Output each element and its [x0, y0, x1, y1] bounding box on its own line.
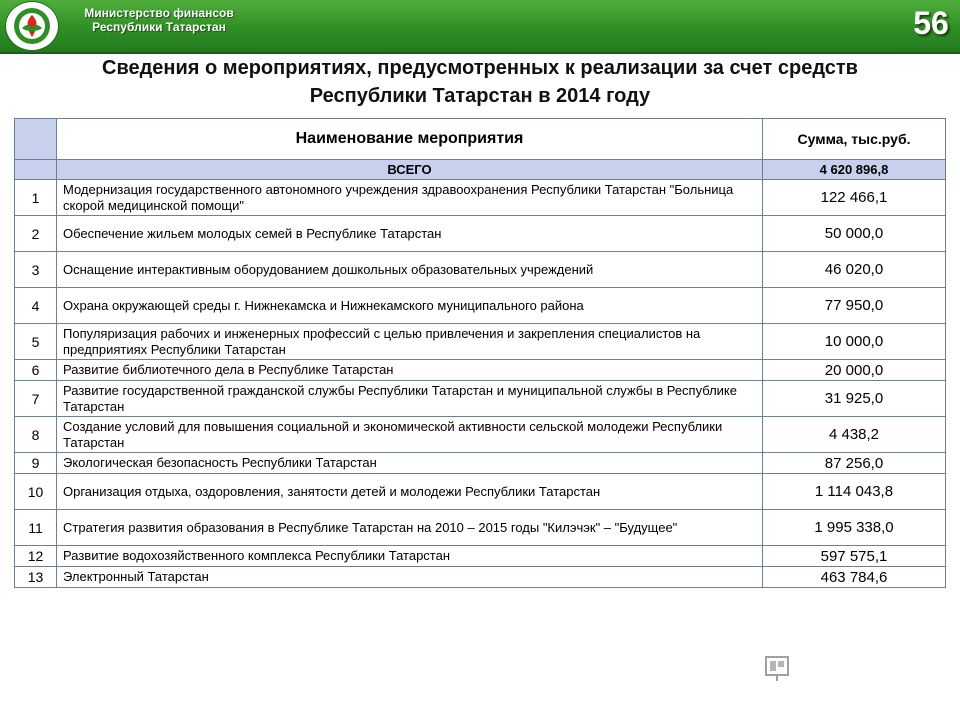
- row-sum: 1 114 043,8: [763, 474, 946, 510]
- ministry-name: [74, 6, 244, 34]
- row-sum: 122 466,1: [763, 180, 946, 216]
- table-row: [15, 381, 946, 417]
- total-label: ВСЕГО: [57, 160, 763, 180]
- row-number: 11: [15, 510, 57, 546]
- table-row: [15, 252, 946, 288]
- total-row: [15, 160, 946, 180]
- row-name: Развитие водохозяйственного комплекса Республики Татарстан: [57, 546, 763, 567]
- row-number: 10: [15, 474, 57, 510]
- row-number: 7: [15, 381, 57, 417]
- row-name: Развитие государственной гражданской службы Республики Татарстан и муниципальной службы в Республике Татарстан: [57, 381, 763, 417]
- row-name: Стратегия развития образования в Республике Татарстан на 2010 – 2015 годы "Килэчэк" – "Будущее": [57, 510, 763, 546]
- row-sum: 46 020,0: [763, 252, 946, 288]
- table-row: [15, 546, 946, 567]
- table-row: [15, 510, 946, 546]
- table-row: [15, 288, 946, 324]
- row-name: Оснащение интерактивным оборудованием дошкольных образовательных учреждений: [57, 252, 763, 288]
- row-name: Популяризация рабочих и инженерных профессий с целью привлечения и закрепления специалистов на предприятиях Республики Татарстан: [57, 324, 763, 360]
- row-number: 9: [15, 453, 57, 474]
- total-number-cell: [15, 160, 57, 180]
- row-number: 3: [15, 252, 57, 288]
- row-number: 4: [15, 288, 57, 324]
- page-title-line1: Сведения о мероприятиях, предусмотренных к реализации за счет средств: [102, 57, 858, 79]
- emblem-logo-icon: [6, 2, 58, 50]
- table-header-row: [15, 119, 946, 160]
- row-number: 1: [15, 180, 57, 216]
- presentation-watermark-icon: [762, 653, 792, 683]
- table-row: [15, 417, 946, 453]
- row-name: Организация отдыха, оздоровления, занятости детей и молодежи Республики Татарстан: [57, 474, 763, 510]
- row-number: 8: [15, 417, 57, 453]
- row-number: 6: [15, 360, 57, 381]
- row-name: Охрана окружающей среды г. Нижнекамска и Нижнекамского муниципального района: [57, 288, 763, 324]
- row-name: Обеспечение жильем молодых семей в Республике Татарстан: [57, 216, 763, 252]
- row-name: Модернизация государственного автономного учреждения здравоохранения Республики Татарстан "Больница скорой медицинской помощи": [57, 180, 763, 216]
- slide-number: 56: [913, 5, 949, 41]
- header-band: [0, 0, 960, 54]
- row-sum: 50 000,0: [763, 216, 946, 252]
- row-number: 12: [15, 546, 57, 567]
- header-number-cell: [15, 119, 57, 160]
- row-sum: 4 438,2: [763, 417, 946, 453]
- row-sum: 20 000,0: [763, 360, 946, 381]
- table-row: [15, 567, 946, 588]
- page-title: [20, 54, 940, 110]
- table-row: [15, 324, 946, 360]
- row-number: 5: [15, 324, 57, 360]
- table-row: [15, 216, 946, 252]
- row-name: Электронный Татарстан: [57, 567, 763, 588]
- row-sum: 10 000,0: [763, 324, 946, 360]
- header-sum-cell: Сумма, тыс.руб.: [763, 119, 946, 160]
- row-name: Создание условий для повышения социальной и экономической активности сельской молодежи Республики Татарстан: [57, 417, 763, 453]
- table-row: [15, 453, 946, 474]
- table-row: [15, 360, 946, 381]
- page-title-line2: Республики Татарстан в 2014 году: [309, 85, 651, 107]
- header-name-cell: Наименование мероприятия: [57, 119, 763, 160]
- row-sum: 1 995 338,0: [763, 510, 946, 546]
- row-number: 2: [15, 216, 57, 252]
- row-sum: 597 575,1: [763, 546, 946, 567]
- total-sum: 4 620 896,8: [763, 160, 946, 180]
- ministry-name-line2: Республики Татарстан: [92, 20, 226, 34]
- table-row: [15, 180, 946, 216]
- row-name: Экологическая безопасность Республики Татарстан: [57, 453, 763, 474]
- row-sum: 31 925,0: [763, 381, 946, 417]
- ministry-name-line1: Министерство финансов: [84, 6, 234, 20]
- measures-table: [14, 118, 946, 588]
- row-sum: 77 950,0: [763, 288, 946, 324]
- row-number: 13: [15, 567, 57, 588]
- row-sum: 87 256,0: [763, 453, 946, 474]
- table-row: [15, 474, 946, 510]
- row-name: Развитие библиотечного дела в Республике Татарстан: [57, 360, 763, 381]
- row-sum: 463 784,6: [763, 567, 946, 588]
